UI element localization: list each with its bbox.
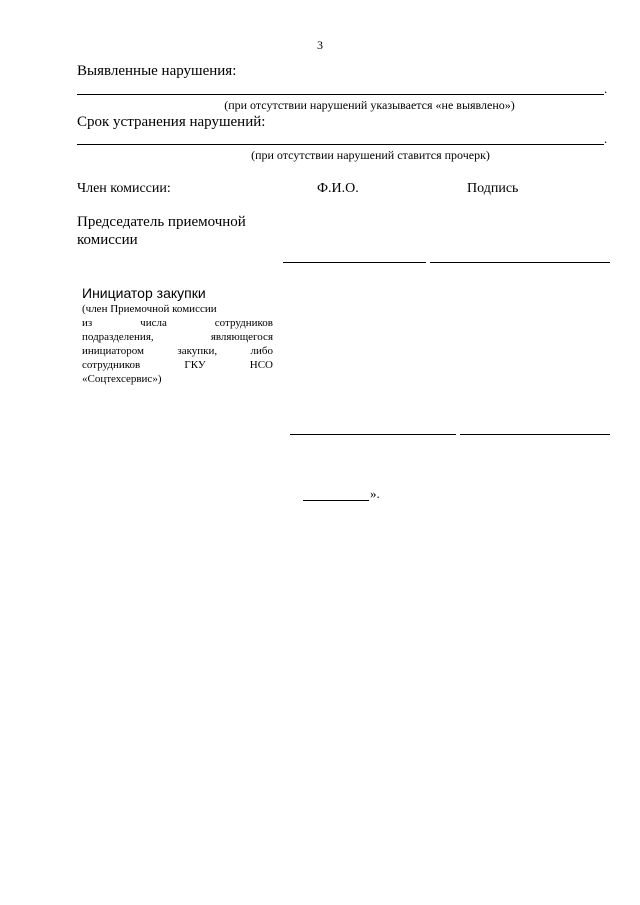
initiator-note-line: «Соцтехсервис») <box>82 373 162 385</box>
name-heading: Ф.И.О. <box>317 181 359 196</box>
initiator-note <box>82 302 273 386</box>
signature-heading: Подпись <box>467 181 519 196</box>
date-line[interactable] <box>303 500 369 501</box>
initiator-note-line: (член Приемочной комиссии <box>82 303 217 315</box>
chairman-name-line[interactable] <box>283 262 426 263</box>
initiator-note-line: инициатором закупки, либо <box>82 345 273 357</box>
deadline-line <box>77 144 604 145</box>
initiator-note-line: сотрудников ГКУ НСО <box>82 359 273 371</box>
chairman-label-line2: комиссии <box>77 232 138 248</box>
initiator-note-line: из числа сотрудников <box>82 317 273 329</box>
chairman-signature-line[interactable] <box>430 262 610 263</box>
date-tail: ». <box>370 486 380 501</box>
deadline-label: Срок устранения нарушений: <box>77 114 266 130</box>
initiator-signature-line[interactable] <box>460 434 610 435</box>
violations-line <box>77 94 604 95</box>
violations-label: Выявленные нарушения: <box>77 63 237 79</box>
chairman-label-line1: Председатель приемочной <box>77 214 246 230</box>
deadline-end-mark: . <box>604 131 608 146</box>
initiator-name-line[interactable] <box>290 434 456 435</box>
violations-hint: (при отсутствии нарушений указывается «не выявлено») <box>224 98 515 112</box>
page-number: 3 <box>317 38 323 52</box>
initiator-note-line: подразделения, являющегося <box>82 331 273 343</box>
member-heading: Член комиссии: <box>77 181 171 196</box>
violations-end-mark: . <box>604 81 608 96</box>
initiator-title: Инициатор закупки <box>82 285 206 301</box>
deadline-hint: (при отсутствии нарушений ставится прочерк) <box>251 148 490 162</box>
